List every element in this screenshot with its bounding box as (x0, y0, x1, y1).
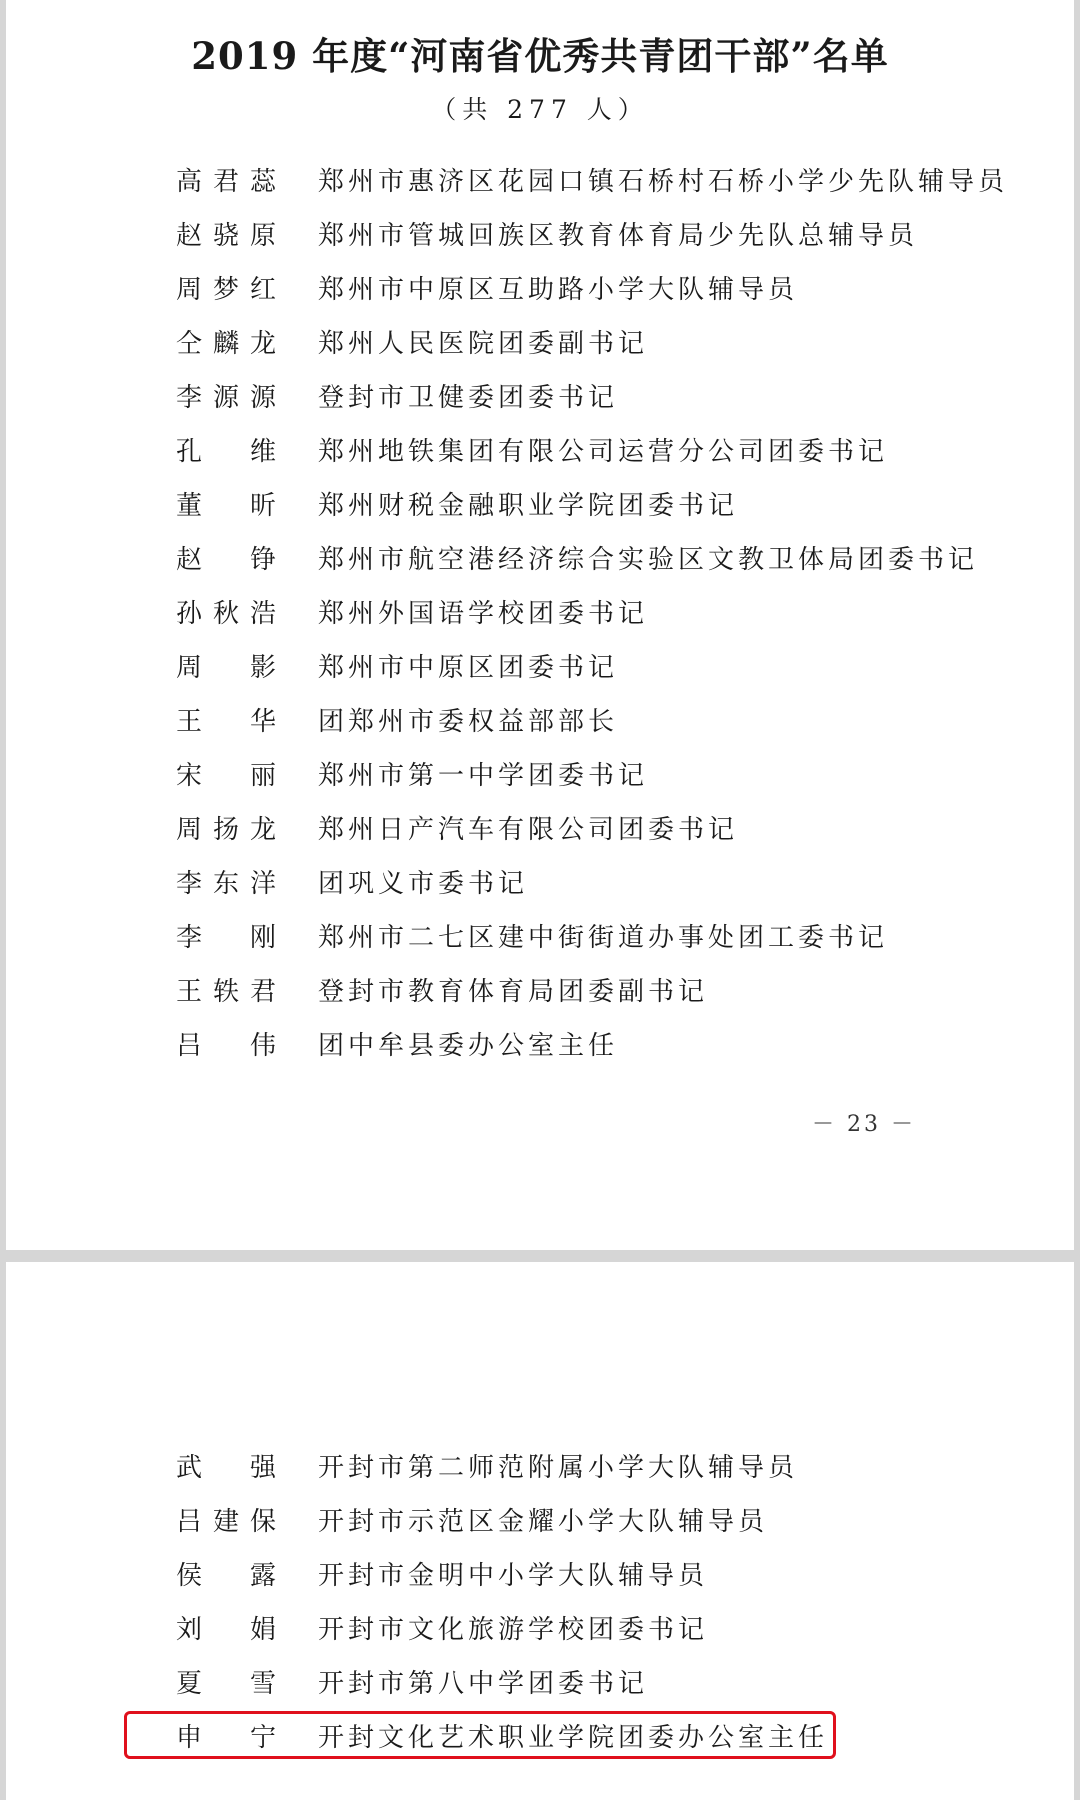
name-character: 梦 (212, 275, 239, 305)
name-character: 周 (176, 815, 203, 845)
name-character: 华 (249, 707, 276, 737)
person-position: 开封市文化旅游学校团委书记 (318, 1615, 709, 1645)
name-character: 夏 (176, 1669, 203, 1699)
list-row (6, 324, 1074, 364)
name-character: 吕 (176, 1507, 203, 1537)
list-row (6, 810, 1074, 850)
name-character: 源 (212, 383, 239, 413)
list-row (6, 162, 1074, 202)
name-character: 孙 (176, 599, 203, 629)
person-name (176, 1664, 276, 1704)
person-position: 团中牟县委办公室主任 (318, 1031, 619, 1061)
name-character: 宁 (249, 1723, 276, 1753)
name-character: 扬 (212, 815, 239, 845)
person-position: 登封市卫健委团委书记 (318, 383, 619, 413)
list-row (6, 270, 1074, 310)
person-name (176, 324, 276, 364)
name-character: 洋 (249, 869, 276, 899)
name-character: 宋 (176, 761, 203, 791)
page-number: － 23 － (812, 1112, 916, 1137)
name-character: 李 (176, 923, 203, 953)
person-position: 开封市第二师范附属小学大队辅导员 (318, 1453, 799, 1483)
person-position: 郑州市中原区团委书记 (318, 653, 619, 683)
name-character: 建 (212, 1507, 239, 1537)
list-row (6, 702, 1074, 742)
document-page-1 (6, 0, 1074, 1250)
name-character: 王 (176, 977, 203, 1007)
person-name (176, 918, 276, 958)
person-position: 郑州市二七区建中街街道办事处团工委书记 (318, 923, 889, 953)
name-character: 刚 (249, 923, 276, 953)
person-name (176, 486, 276, 526)
list-row (6, 540, 1074, 580)
name-character: 影 (249, 653, 276, 683)
person-name (176, 270, 276, 310)
list-row (6, 594, 1074, 634)
name-character: 强 (249, 1453, 276, 1483)
name-character: 轶 (212, 977, 239, 1007)
person-position: 团巩义市委书记 (318, 869, 529, 899)
person-position: 郑州日产汽车有限公司团委书记 (318, 815, 739, 845)
document-title: 2019 年度“河南省优秀共青团干部”名单 (191, 34, 889, 78)
name-character: 申 (176, 1723, 203, 1753)
name-character: 东 (212, 869, 239, 899)
name-character: 董 (176, 491, 203, 521)
person-position: 团郑州市委权益部部长 (318, 707, 619, 737)
person-position: 郑州市中原区互助路小学大队辅导员 (318, 275, 799, 305)
document-subtitle: （共 277 人） (431, 95, 649, 124)
name-character: 龙 (249, 329, 276, 359)
person-position: 开封市第八中学团委书记 (318, 1669, 649, 1699)
person-name (176, 810, 276, 850)
person-name (176, 1556, 276, 1596)
name-character: 娟 (249, 1615, 276, 1645)
name-character: 红 (249, 275, 276, 305)
list-row (6, 432, 1074, 472)
list-row (6, 756, 1074, 796)
person-position: 郑州外国语学校团委书记 (318, 599, 649, 629)
name-character: 骁 (212, 221, 239, 251)
name-character: 伟 (249, 1031, 276, 1061)
name-character: 铮 (249, 545, 276, 575)
person-position: 开封市示范区金耀小学大队辅导员 (318, 1507, 769, 1537)
name-character: 孔 (176, 437, 203, 467)
list-row (6, 1610, 1074, 1650)
name-character: 周 (176, 275, 203, 305)
person-position: 郑州财税金融职业学院团委书记 (318, 491, 739, 521)
person-name (176, 540, 276, 580)
name-character: 吕 (176, 1031, 203, 1061)
list-row (6, 1026, 1074, 1066)
person-position: 开封市金明中小学大队辅导员 (318, 1561, 709, 1591)
list-row (6, 486, 1074, 526)
highlight-box (124, 1711, 836, 1759)
name-character: 武 (176, 1453, 203, 1483)
name-character: 露 (249, 1561, 276, 1591)
person-name (176, 864, 276, 904)
person-name (176, 162, 276, 202)
person-position: 郑州市惠济区花园口镇石桥村石桥小学少先队辅导员 (318, 167, 1009, 197)
person-name (176, 1610, 276, 1650)
name-character: 蕊 (249, 167, 276, 197)
name-character: 高 (176, 167, 203, 197)
person-name (176, 756, 276, 796)
name-character: 侯 (176, 1561, 203, 1591)
person-position: 郑州市第一中学团委书记 (318, 761, 649, 791)
list-row (6, 1502, 1074, 1542)
name-character: 赵 (176, 221, 203, 251)
name-character: 源 (249, 383, 276, 413)
person-name (176, 594, 276, 634)
name-character: 维 (249, 437, 276, 467)
person-name (176, 1448, 276, 1488)
name-character: 昕 (249, 491, 276, 521)
person-name (176, 216, 276, 256)
name-character: 君 (249, 977, 276, 1007)
list-row (6, 1664, 1074, 1704)
person-name (176, 378, 276, 418)
name-character: 李 (176, 869, 203, 899)
list-row (6, 648, 1074, 688)
name-character: 龙 (249, 815, 276, 845)
name-character: 浩 (249, 599, 276, 629)
name-character: 李 (176, 383, 203, 413)
name-character: 赵 (176, 545, 203, 575)
person-position: 郑州地铁集团有限公司运营分公司团委书记 (318, 437, 889, 467)
list-row (6, 864, 1074, 904)
list-row (6, 918, 1074, 958)
name-character: 刘 (176, 1615, 203, 1645)
person-name (176, 1502, 276, 1542)
person-name (176, 972, 276, 1012)
name-character: 仝 (176, 329, 203, 359)
name-character: 秋 (212, 599, 239, 629)
list-row (6, 216, 1074, 256)
name-character: 王 (176, 707, 203, 737)
name-character: 保 (249, 1507, 276, 1537)
person-position: 郑州市管城回族区教育体育局少先队总辅导员 (318, 221, 919, 251)
person-position: 郑州市航空港经济综合实验区文教卫体局团委书记 (318, 545, 979, 575)
name-character: 君 (212, 167, 239, 197)
name-character: 原 (249, 221, 276, 251)
name-character: 周 (176, 653, 203, 683)
person-position: 郑州人民医院团委副书记 (318, 329, 649, 359)
name-character: 麟 (212, 329, 239, 359)
person-position: 登封市教育体育局团委副书记 (318, 977, 709, 1007)
name-character: 丽 (249, 761, 276, 791)
list-row (6, 378, 1074, 418)
list-row (6, 972, 1074, 1012)
name-character: 雪 (249, 1669, 276, 1699)
list-row (6, 1448, 1074, 1488)
person-name (176, 702, 276, 742)
person-name (176, 1026, 276, 1066)
person-position: 开封文化艺术职业学院团委办公室主任 (318, 1723, 829, 1753)
list-row (6, 1556, 1074, 1596)
person-name (176, 432, 276, 472)
person-name (176, 648, 276, 688)
